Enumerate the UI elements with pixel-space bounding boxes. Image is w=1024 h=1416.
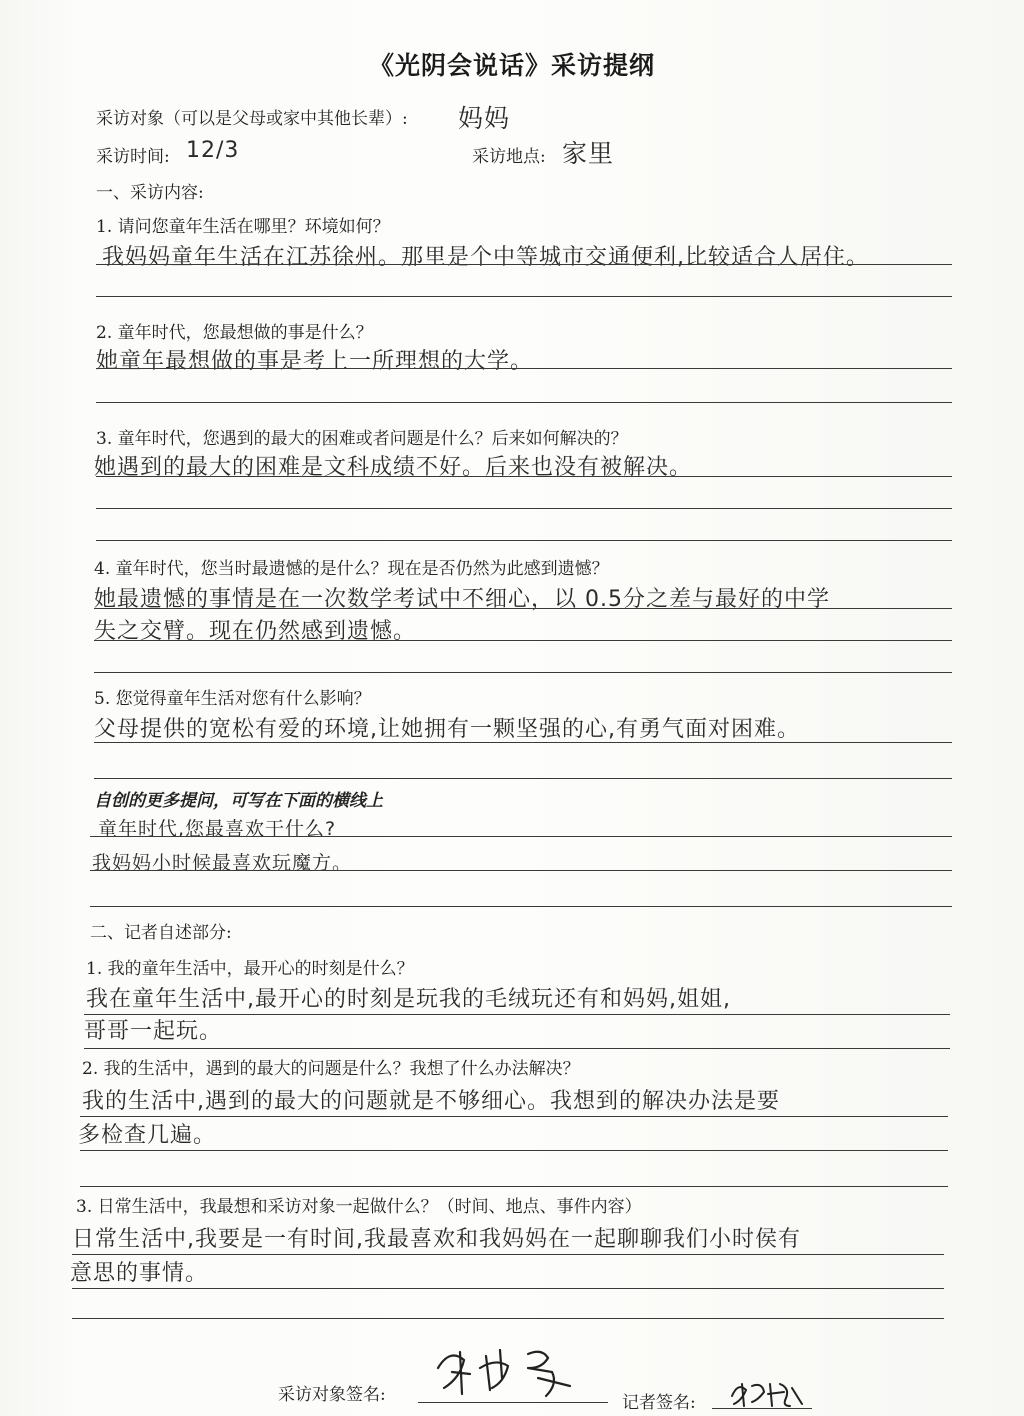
answer-5-line-1: 父母提供的宽松有爱的环境,让她拥有一颗坚强的心,有勇气面对困难。: [94, 717, 800, 742]
answer-line: [90, 836, 952, 837]
answer-line: [96, 264, 952, 265]
time-label: 采访时间:: [96, 147, 170, 167]
answer-1-line-1: 我妈妈童年生活在江苏徐州。那里是个中等城市交通便利,比较适合人居住。: [102, 245, 869, 270]
place-label: 采访地点:: [472, 147, 546, 167]
extra-line-2: 我妈妈小时候最喜欢玩魔方。: [92, 852, 353, 874]
question-1: 1. 请问您童年生活在哪里？环境如何？: [96, 217, 390, 237]
answer-line: [90, 906, 952, 907]
extra-line-1: 童年时代,您最喜欢干什么?: [98, 818, 337, 840]
reporter-signature-label: 记者签名:: [622, 1393, 696, 1413]
extra-questions-heading: 自创的更多提问，可写在下面的横线上: [94, 791, 383, 811]
answer-line: [96, 402, 952, 403]
subject-signature-image: [430, 1338, 580, 1404]
answer-line: [94, 778, 952, 779]
reporter-answer-3-line-2: 意思的事情。: [70, 1261, 209, 1286]
time-value: 12/3: [186, 138, 240, 163]
answer-line: [96, 368, 952, 369]
reporter-answer-1-line-1: 我在童年生活中,最开心的时刻是玩我的毛绒玩还有和妈妈,姐姐,: [86, 987, 731, 1012]
question-4: 4. 童年时代，您当时最遗憾的是什么？现在是否仍然为此感到遗憾？: [94, 559, 609, 579]
answer-3-line-1: 她遇到的最大的困难是文科成绩不好。后来也没有被解决。: [94, 455, 693, 480]
answer-4-line-1: 她最遗憾的事情是在一次数学考试中不细心，以 0.5分之差与最好的中学: [94, 587, 830, 612]
answer-line: [96, 508, 952, 509]
answer-line: [96, 540, 952, 541]
answer-line: [96, 476, 952, 477]
answer-line: [72, 1288, 944, 1289]
reporter-answer-1-line-2: 哥哥一起玩。: [84, 1019, 223, 1044]
answer-line: [72, 1318, 944, 1319]
answer-line: [72, 1254, 944, 1255]
answer-line: [96, 296, 952, 297]
reporter-question-1: 1. 我的童年生活中，最开心的时刻是什么？: [86, 959, 414, 979]
answer-line: [94, 640, 952, 641]
section-1-heading: 一、采访内容:: [96, 183, 204, 203]
answer-line: [90, 870, 952, 871]
reporter-question-2: 2. 我的生活中，遇到的最大的问题是什么？我想了什么办法解决？: [82, 1059, 580, 1079]
answer-2-line-1: 她童年最想做的事是考上一所理想的大学。: [96, 349, 534, 374]
subject-label: 采访对象（可以是父母或家中其他长辈）:: [96, 109, 408, 129]
subject-value: 妈妈: [458, 104, 511, 133]
section-2-heading: 二、记者自述部分:: [90, 923, 232, 943]
answer-line: [80, 1116, 948, 1117]
answer-line: [94, 672, 952, 673]
answer-4-line-2: 失之交臂。现在仍然感到遗憾。: [94, 619, 417, 644]
subject-signature-label: 采访对象签名:: [278, 1385, 386, 1405]
question-2: 2. 童年时代，您最想做的事是什么？: [96, 323, 373, 343]
page-title: 《光阴会说话》采访提纲: [368, 51, 655, 80]
place-value: 家里: [562, 139, 615, 168]
question-5: 5. 您觉得童年生活对您有什么影响？: [94, 689, 371, 709]
reporter-answer-3-line-1: 日常生活中,我要是一有时间,我最喜欢和我妈妈在一起聊聊我们小时侯有: [72, 1227, 801, 1252]
answer-line: [84, 1048, 950, 1049]
answer-line: [80, 1150, 948, 1151]
reporter-signature-image: [728, 1376, 808, 1410]
answer-line: [80, 1186, 948, 1187]
reporter-answer-2-line-2: 多检查几遍。: [78, 1123, 217, 1148]
answer-line: [94, 742, 952, 743]
reporter-question-3: 3. 日常生活中，我最想和采访对象一起做什么？（时间、地点、事件内容）: [76, 1197, 642, 1217]
answer-line: [94, 608, 952, 609]
reporter-answer-2-line-1: 我的生活中,遇到的最大的问题就是不够细心。我想到的解决办法是要: [82, 1089, 780, 1114]
question-3: 3. 童年时代，您遇到的最大的困难或者问题是什么？后来如何解决的？: [96, 429, 628, 449]
